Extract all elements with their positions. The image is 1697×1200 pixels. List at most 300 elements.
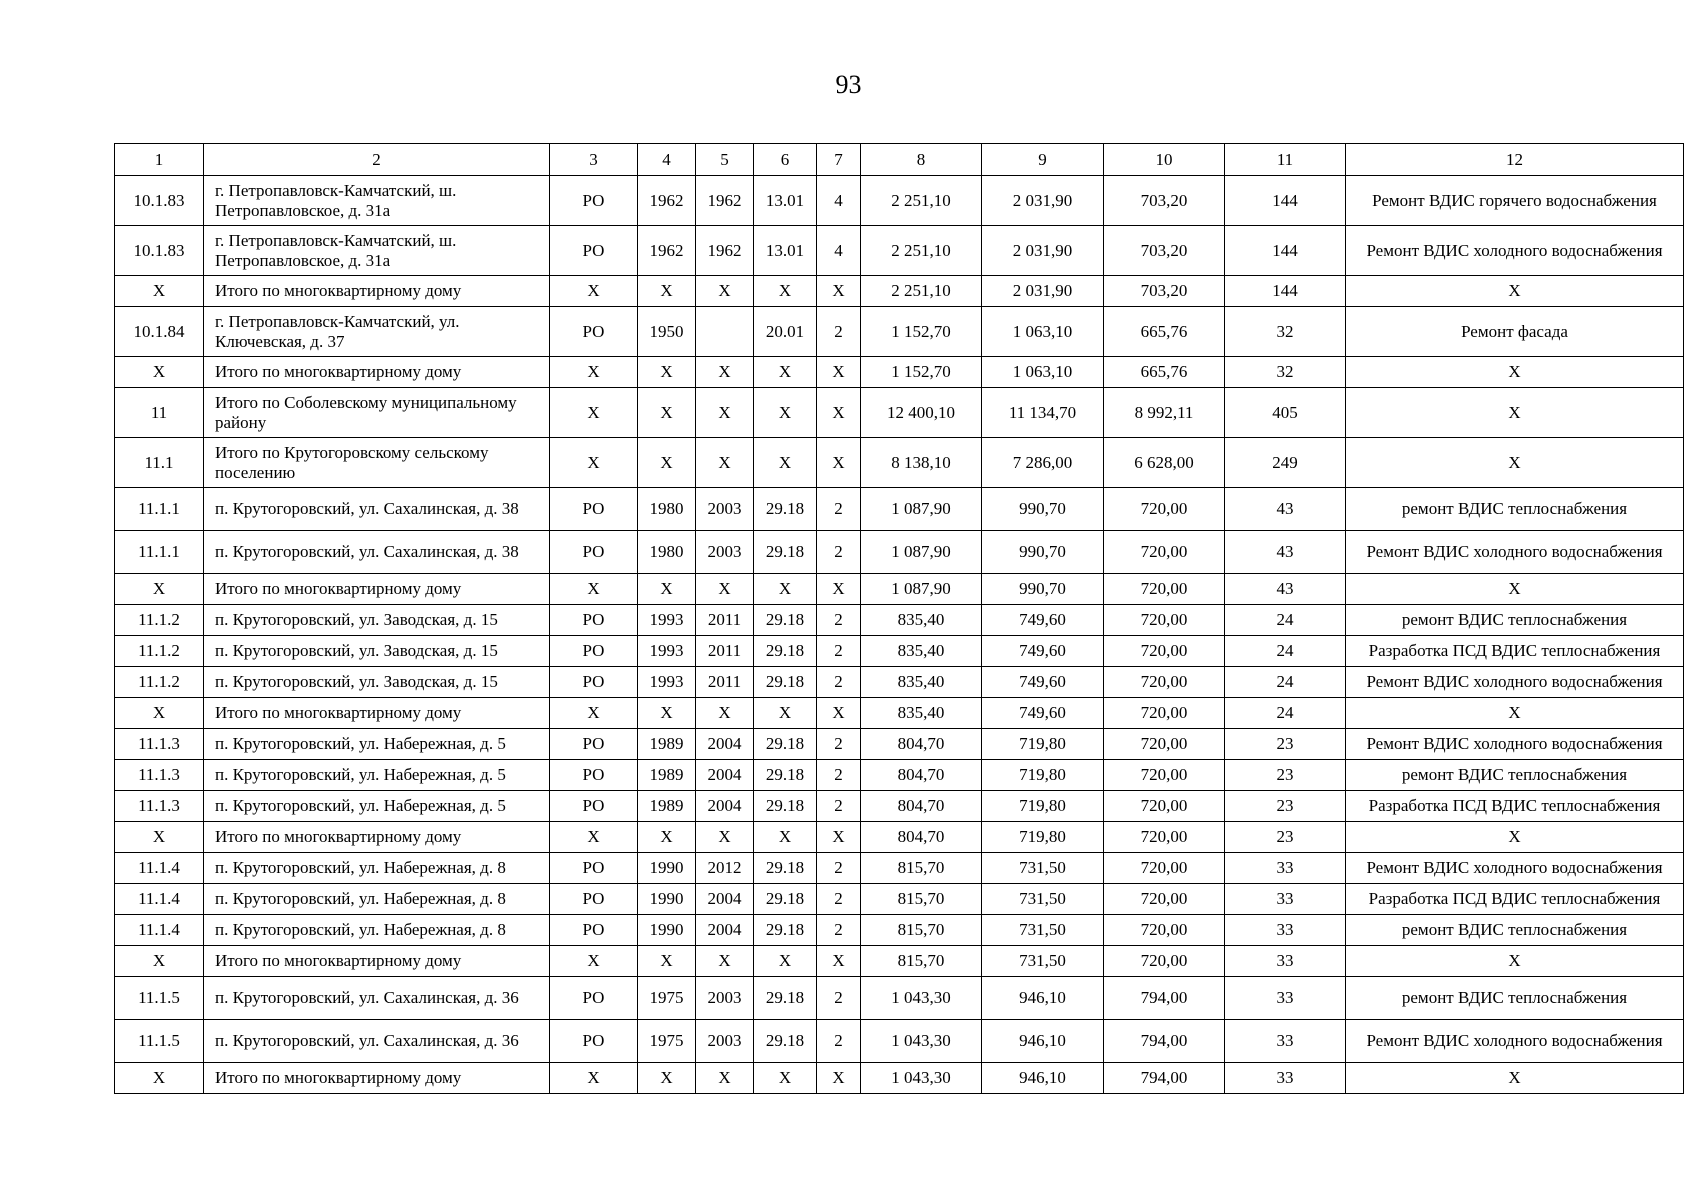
table-cell: 2004 — [696, 791, 754, 822]
table-cell: 11.1.4 — [115, 853, 204, 884]
table-cell: 731,50 — [982, 946, 1104, 977]
table-cell: РО — [550, 977, 638, 1020]
table-row — [115, 307, 1684, 357]
table-cell: 1950 — [638, 307, 696, 357]
table-cell: X — [1346, 357, 1684, 388]
table-cell: X — [1346, 1063, 1684, 1094]
table-cell: 815,70 — [861, 853, 982, 884]
table-cell: 11.1.3 — [115, 791, 204, 822]
table-cell: X — [115, 276, 204, 307]
table-cell: 731,50 — [982, 915, 1104, 946]
table-cell: 29.18 — [754, 531, 817, 574]
table-cell: 1989 — [638, 729, 696, 760]
table-cell: ремонт ВДИС теплоснабжения — [1346, 915, 1684, 946]
table-cell: 23 — [1225, 729, 1346, 760]
table-cell: 720,00 — [1104, 698, 1225, 729]
table-row — [115, 388, 1684, 438]
table-cell: Итого по Крутогоровскому сельскому поселению — [204, 438, 550, 488]
header-row — [115, 144, 1684, 176]
table-cell: 720,00 — [1104, 760, 1225, 791]
table-cell: 1 087,90 — [861, 574, 982, 605]
table-cell: 990,70 — [982, 574, 1104, 605]
table-cell: 2 — [817, 729, 861, 760]
table-cell: X — [638, 1063, 696, 1094]
table-cell: 719,80 — [982, 791, 1104, 822]
table-cell: РО — [550, 791, 638, 822]
table-cell: X — [754, 276, 817, 307]
column-header: 3 — [550, 144, 638, 176]
table-cell: 720,00 — [1104, 853, 1225, 884]
table-cell: 2 — [817, 605, 861, 636]
table-cell: 2003 — [696, 488, 754, 531]
table-cell: 12 400,10 — [861, 388, 982, 438]
table-cell: ремонт ВДИС теплоснабжения — [1346, 605, 1684, 636]
table-cell: 665,76 — [1104, 307, 1225, 357]
column-header: 7 — [817, 144, 861, 176]
table-cell: X — [817, 822, 861, 853]
table-cell: 10.1.83 — [115, 226, 204, 276]
table-cell: 990,70 — [982, 531, 1104, 574]
table-cell: РО — [550, 226, 638, 276]
table-cell: 29.18 — [754, 1020, 817, 1063]
table-cell: 1990 — [638, 884, 696, 915]
table-cell: 2 — [817, 915, 861, 946]
table-cell: 13.01 — [754, 176, 817, 226]
table-cell: 33 — [1225, 1063, 1346, 1094]
table-cell: РО — [550, 760, 638, 791]
table-cell: 8 992,11 — [1104, 388, 1225, 438]
table-cell: 1962 — [696, 226, 754, 276]
table-cell: 11.1.3 — [115, 729, 204, 760]
table-cell: 24 — [1225, 698, 1346, 729]
table-cell: 1 043,30 — [861, 1063, 982, 1094]
column-header: 10 — [1104, 144, 1225, 176]
table-cell: X — [638, 357, 696, 388]
table-cell: Ремонт ВДИС холодного водоснабжения — [1346, 1020, 1684, 1063]
table-row — [115, 531, 1684, 574]
table-cell: 749,60 — [982, 636, 1104, 667]
table-cell: 2004 — [696, 915, 754, 946]
column-header: 1 — [115, 144, 204, 176]
table-cell: X — [754, 388, 817, 438]
table-cell: 804,70 — [861, 822, 982, 853]
table-cell: 1993 — [638, 667, 696, 698]
table-row — [115, 1020, 1684, 1063]
table-cell: 2 — [817, 853, 861, 884]
table-row — [115, 636, 1684, 667]
table-cell: 11 — [115, 388, 204, 438]
table-cell: 2 — [817, 884, 861, 915]
table-cell: 2012 — [696, 853, 754, 884]
table-cell: 2003 — [696, 977, 754, 1020]
table-cell: 2 — [817, 488, 861, 531]
table-cell: п. Крутогоровский, ул. Сахалинская, д. 36 — [204, 977, 550, 1020]
table-cell: 6 628,00 — [1104, 438, 1225, 488]
table-cell: 1989 — [638, 760, 696, 791]
table-cell: X — [1346, 698, 1684, 729]
table-cell: 1 152,70 — [861, 307, 982, 357]
table-cell: 1993 — [638, 636, 696, 667]
table-cell: 1975 — [638, 1020, 696, 1063]
table-cell: 11.1.1 — [115, 488, 204, 531]
table-cell: 815,70 — [861, 915, 982, 946]
table-cell: п. Крутогоровский, ул. Набережная, д. 8 — [204, 915, 550, 946]
table-cell: 43 — [1225, 574, 1346, 605]
table-cell: 2 — [817, 667, 861, 698]
table-cell: 2 — [817, 636, 861, 667]
table-cell: 815,70 — [861, 884, 982, 915]
table-cell: 2003 — [696, 1020, 754, 1063]
table-cell: 720,00 — [1104, 729, 1225, 760]
table-cell: 144 — [1225, 226, 1346, 276]
table-cell: 815,70 — [861, 946, 982, 977]
table-cell: X — [550, 574, 638, 605]
table-cell: X — [1346, 388, 1684, 438]
table-cell: X — [115, 822, 204, 853]
column-header: 6 — [754, 144, 817, 176]
table-cell: 1 043,30 — [861, 977, 982, 1020]
table-cell: 11.1.4 — [115, 915, 204, 946]
table-cell: 990,70 — [982, 488, 1104, 531]
table-cell: 23 — [1225, 760, 1346, 791]
table-cell: X — [638, 822, 696, 853]
table-cell: 2003 — [696, 531, 754, 574]
table-cell: г. Петропавловск-Камчатский, ул. Ключевская, д. 37 — [204, 307, 550, 357]
table-cell: X — [754, 574, 817, 605]
table-cell: 2004 — [696, 729, 754, 760]
table-cell: РО — [550, 667, 638, 698]
table-cell: X — [754, 822, 817, 853]
table-cell: РО — [550, 531, 638, 574]
table-cell: X — [754, 357, 817, 388]
page-number: 93 — [835, 70, 862, 99]
table-cell: ремонт ВДИС теплоснабжения — [1346, 488, 1684, 531]
table-cell: 2 — [817, 1020, 861, 1063]
table-cell: п. Крутогоровский, ул. Сахалинская, д. 38 — [204, 488, 550, 531]
table-cell: Ремонт ВДИС холодного водоснабжения — [1346, 531, 1684, 574]
table-cell: 749,60 — [982, 605, 1104, 636]
table-cell: X — [550, 1063, 638, 1094]
table-cell: 703,20 — [1104, 226, 1225, 276]
table-cell: 24 — [1225, 667, 1346, 698]
table-cell: 1 087,90 — [861, 531, 982, 574]
table-cell: 835,40 — [861, 605, 982, 636]
data-table — [114, 143, 1684, 1094]
table-cell: 1990 — [638, 853, 696, 884]
table-cell: X — [638, 698, 696, 729]
table-cell: X — [817, 574, 861, 605]
column-header: 2 — [204, 144, 550, 176]
table-cell: 29.18 — [754, 791, 817, 822]
table-cell: X — [550, 388, 638, 438]
table-cell: 29.18 — [754, 884, 817, 915]
table-cell: 24 — [1225, 605, 1346, 636]
table-cell: X — [754, 1063, 817, 1094]
table-cell: 2 — [817, 760, 861, 791]
table-cell: 10.1.83 — [115, 176, 204, 226]
table-cell: 249 — [1225, 438, 1346, 488]
table-cell: 11 134,70 — [982, 388, 1104, 438]
table-row — [115, 853, 1684, 884]
table-cell: 946,10 — [982, 1063, 1104, 1094]
table-cell: X — [638, 946, 696, 977]
table-cell: 720,00 — [1104, 574, 1225, 605]
table-cell: 4 — [817, 176, 861, 226]
table-cell: Ремонт ВДИС горячего водоснабжения — [1346, 176, 1684, 226]
table-cell: 1962 — [696, 176, 754, 226]
table-cell: Итого по многоквартирному дому — [204, 822, 550, 853]
table-cell: 11.1.5 — [115, 977, 204, 1020]
table-cell: 665,76 — [1104, 357, 1225, 388]
table-row — [115, 357, 1684, 388]
table-cell: 720,00 — [1104, 822, 1225, 853]
table-cell: 24 — [1225, 636, 1346, 667]
table-cell: Итого по многоквартирному дому — [204, 1063, 550, 1094]
table-cell: 804,70 — [861, 760, 982, 791]
table-cell: п. Крутогоровский, ул. Сахалинская, д. 38 — [204, 531, 550, 574]
table-cell: Ремонт ВДИС холодного водоснабжения — [1346, 667, 1684, 698]
table-cell: X — [1346, 438, 1684, 488]
table-cell: X — [638, 438, 696, 488]
table-cell: 946,10 — [982, 1020, 1104, 1063]
table-cell: РО — [550, 1020, 638, 1063]
table-cell: 720,00 — [1104, 531, 1225, 574]
table-cell: 1 152,70 — [861, 357, 982, 388]
table-row — [115, 176, 1684, 226]
table-cell: 2 251,10 — [861, 226, 982, 276]
table-cell: X — [115, 946, 204, 977]
table-body — [115, 176, 1684, 1094]
table-cell: X — [817, 946, 861, 977]
table-cell: 43 — [1225, 488, 1346, 531]
column-header: 4 — [638, 144, 696, 176]
table-cell: 719,80 — [982, 822, 1104, 853]
table-cell: Ремонт ВДИС холодного водоснабжения — [1346, 729, 1684, 760]
table-cell: 29.18 — [754, 977, 817, 1020]
table-cell: п. Крутогоровский, ул. Набережная, д. 8 — [204, 884, 550, 915]
table-cell: 33 — [1225, 977, 1346, 1020]
table-cell: п. Крутогоровский, ул. Сахалинская, д. 36 — [204, 1020, 550, 1063]
table-cell: 2 — [817, 791, 861, 822]
table-cell: 29.18 — [754, 760, 817, 791]
column-header: 9 — [982, 144, 1104, 176]
table-cell: Разработка ПСД ВДИС теплоснабжения — [1346, 636, 1684, 667]
table-cell: 11.1.3 — [115, 760, 204, 791]
table-cell: 1980 — [638, 488, 696, 531]
table-row — [115, 915, 1684, 946]
table-cell: X — [754, 698, 817, 729]
table-cell: ремонт ВДИС теплоснабжения — [1346, 760, 1684, 791]
table-cell: X — [638, 388, 696, 438]
table-cell: п. Крутогоровский, ул. Заводская, д. 15 — [204, 636, 550, 667]
table-row — [115, 1063, 1684, 1094]
table-row — [115, 977, 1684, 1020]
table-cell: 1990 — [638, 915, 696, 946]
column-header: 8 — [861, 144, 982, 176]
table-cell: 20.01 — [754, 307, 817, 357]
table-cell: X — [696, 1063, 754, 1094]
table-cell: X — [115, 1063, 204, 1094]
table-row — [115, 760, 1684, 791]
table-cell: 720,00 — [1104, 488, 1225, 531]
table-cell: 29.18 — [754, 667, 817, 698]
table-cell: 2011 — [696, 667, 754, 698]
table-cell: X — [754, 438, 817, 488]
table-cell: 731,50 — [982, 884, 1104, 915]
table-cell: 1993 — [638, 605, 696, 636]
column-header: 5 — [696, 144, 754, 176]
table-cell: 405 — [1225, 388, 1346, 438]
table-cell: X — [550, 357, 638, 388]
table-cell: 749,60 — [982, 698, 1104, 729]
table-cell: 32 — [1225, 357, 1346, 388]
table-cell: 749,60 — [982, 667, 1104, 698]
table-cell: 2004 — [696, 760, 754, 791]
table-cell: 731,50 — [982, 853, 1104, 884]
table-cell: п. Крутогоровский, ул. Набережная, д. 8 — [204, 853, 550, 884]
table-cell: X — [817, 698, 861, 729]
table-cell: Разработка ПСД ВДИС теплоснабжения — [1346, 884, 1684, 915]
table-cell: 2004 — [696, 884, 754, 915]
table-cell: Итого по Соболевскому муниципальному району — [204, 388, 550, 438]
table-cell: X — [817, 1063, 861, 1094]
table-cell: 2 — [817, 977, 861, 1020]
table-cell: 794,00 — [1104, 977, 1225, 1020]
table-cell: 720,00 — [1104, 636, 1225, 667]
table-cell: 1975 — [638, 977, 696, 1020]
table-cell: 1 063,10 — [982, 357, 1104, 388]
table-cell: X — [1346, 822, 1684, 853]
table-cell: 703,20 — [1104, 176, 1225, 226]
table-cell: 794,00 — [1104, 1063, 1225, 1094]
table-cell: 1980 — [638, 531, 696, 574]
table-row — [115, 667, 1684, 698]
table-cell: Итого по многоквартирному дому — [204, 946, 550, 977]
table-cell: Итого по многоквартирному дому — [204, 276, 550, 307]
table-cell: X — [1346, 574, 1684, 605]
table-cell: X — [638, 574, 696, 605]
table-cell: X — [115, 357, 204, 388]
table-cell: 33 — [1225, 946, 1346, 977]
table-row — [115, 729, 1684, 760]
table-cell: 720,00 — [1104, 667, 1225, 698]
table-cell: X — [1346, 946, 1684, 977]
table-cell: 2 031,90 — [982, 226, 1104, 276]
column-header: 11 — [1225, 144, 1346, 176]
table-cell: 33 — [1225, 1020, 1346, 1063]
table-cell: X — [754, 946, 817, 977]
table-cell: Разработка ПСД ВДИС теплоснабжения — [1346, 791, 1684, 822]
table-cell: X — [696, 698, 754, 729]
table-cell: 11.1.2 — [115, 605, 204, 636]
table-cell: X — [550, 276, 638, 307]
table-cell: Итого по многоквартирному дому — [204, 574, 550, 605]
table-cell: РО — [550, 729, 638, 760]
table-cell: РО — [550, 884, 638, 915]
table-cell: 7 286,00 — [982, 438, 1104, 488]
table-cell: Итого по многоквартирному дому — [204, 698, 550, 729]
table-row — [115, 276, 1684, 307]
table-cell: X — [696, 438, 754, 488]
table-cell: X — [696, 946, 754, 977]
table-cell: 835,40 — [861, 698, 982, 729]
table-row — [115, 488, 1684, 531]
table-cell: X — [817, 388, 861, 438]
table-cell: 1 087,90 — [861, 488, 982, 531]
table-row — [115, 822, 1684, 853]
table-cell: 2 031,90 — [982, 176, 1104, 226]
table-cell: 10.1.84 — [115, 307, 204, 357]
table-row — [115, 791, 1684, 822]
table-cell: 835,40 — [861, 667, 982, 698]
table-cell: 2 031,90 — [982, 276, 1104, 307]
table-cell: 11.1.2 — [115, 667, 204, 698]
table-cell: п. Крутогоровский, ул. Набережная, д. 5 — [204, 791, 550, 822]
table-cell: X — [550, 698, 638, 729]
table-cell: X — [696, 822, 754, 853]
table-cell: X — [817, 276, 861, 307]
table-cell: X — [696, 574, 754, 605]
table-cell: РО — [550, 636, 638, 667]
table-cell: 11.1 — [115, 438, 204, 488]
table-row — [115, 226, 1684, 276]
table-cell: Ремонт фасада — [1346, 307, 1684, 357]
table-cell: 33 — [1225, 853, 1346, 884]
table-cell: X — [696, 276, 754, 307]
column-header: 12 — [1346, 144, 1684, 176]
table-cell: 23 — [1225, 822, 1346, 853]
table-row — [115, 574, 1684, 605]
table-cell: 804,70 — [861, 791, 982, 822]
table-cell: 11.1.1 — [115, 531, 204, 574]
table-cell: 29.18 — [754, 636, 817, 667]
table-cell: 946,10 — [982, 977, 1104, 1020]
table-cell: X — [817, 357, 861, 388]
table-cell: РО — [550, 307, 638, 357]
table-cell: РО — [550, 488, 638, 531]
table-cell: X — [696, 388, 754, 438]
table-row — [115, 605, 1684, 636]
table-cell: 804,70 — [861, 729, 982, 760]
table-cell: 2 251,10 — [861, 276, 982, 307]
table-cell: 43 — [1225, 531, 1346, 574]
table-cell: 144 — [1225, 276, 1346, 307]
table-cell: 2011 — [696, 605, 754, 636]
table-cell: РО — [550, 176, 638, 226]
table-cell: X — [115, 698, 204, 729]
table-cell: 11.1.5 — [115, 1020, 204, 1063]
table-cell: 8 138,10 — [861, 438, 982, 488]
table-cell: Итого по многоквартирному дому — [204, 357, 550, 388]
table-cell: 835,40 — [861, 636, 982, 667]
table-row — [115, 884, 1684, 915]
table-row — [115, 946, 1684, 977]
table-cell: г. Петропавловск-Камчатский, ш. Петропавловское, д. 31а — [204, 226, 550, 276]
table-cell: ремонт ВДИС теплоснабжения — [1346, 977, 1684, 1020]
table-cell: РО — [550, 853, 638, 884]
table-cell: 720,00 — [1104, 915, 1225, 946]
table-cell: 720,00 — [1104, 946, 1225, 977]
table-cell: 1989 — [638, 791, 696, 822]
table-cell: г. Петропавловск-Камчатский, ш. Петропавловское, д. 31а — [204, 176, 550, 226]
table-cell: 1962 — [638, 176, 696, 226]
table-cell: 13.01 — [754, 226, 817, 276]
table-cell: 2 — [817, 307, 861, 357]
table-cell: 1962 — [638, 226, 696, 276]
table-row — [115, 698, 1684, 729]
table-cell: Ремонт ВДИС холодного водоснабжения — [1346, 853, 1684, 884]
table-cell: п. Крутогоровский, ул. Заводская, д. 15 — [204, 605, 550, 636]
